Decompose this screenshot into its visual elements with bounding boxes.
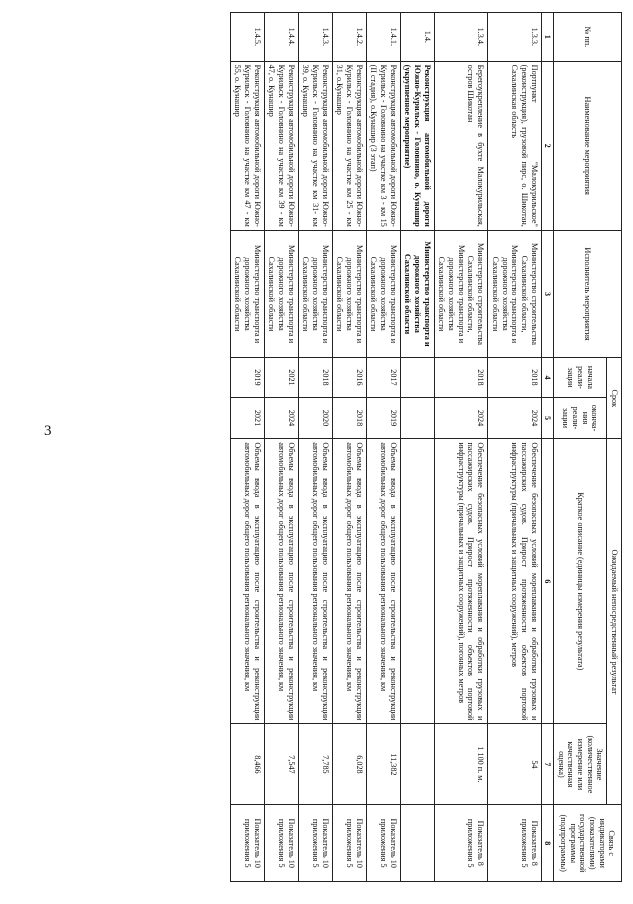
table-body <box>230 13 541 882</box>
header-executor: Исполнитель мероприятия <box>553 230 621 357</box>
executor-cell: Министерство транспорта и дорожного хозяйства Сахалинской области <box>332 230 366 357</box>
result-description-cell: Обеспечение безопасных условий мореплавания и обработки грузовых и пассажирских судов. Прирост протяженности объектов портовой инфраструктуры (причальных и защитных сооружений), метров <box>488 439 541 724</box>
rotated-table-sheet <box>74 12 622 882</box>
result-value-cell <box>400 724 434 805</box>
executor-cell: Министерство транспорта и дорожного хозяйства Сахалинской области <box>298 230 332 357</box>
table-row <box>488 13 541 882</box>
start-year-cell <box>400 358 434 397</box>
indicator-link-cell: Показатель 10 приложения 5 <box>366 805 400 882</box>
start-year-cell: 2017 <box>366 358 400 397</box>
row-number-cell: 1.4.5. <box>230 13 264 62</box>
indicator-link-cell: Показатель 10 приложения 5 <box>298 805 332 882</box>
col-number: 7 <box>541 724 553 805</box>
end-year-cell: 2024 <box>434 397 487 439</box>
table-row <box>366 13 400 882</box>
result-value-cell: 8,466 <box>230 724 264 805</box>
end-year-cell: 2018 <box>332 397 366 439</box>
table-row <box>400 13 434 882</box>
measure-name-cell: Реконструкция автомобильной дороги Южно-Курильск - Головнино, о. Кунашир (укрупненное мероприятие) <box>400 61 434 230</box>
header-term: Срок <box>607 358 622 439</box>
col-number: 1 <box>541 13 553 62</box>
indicator-link-cell: Показатель 8 приложения 5 <box>434 805 487 882</box>
column-number-row <box>541 13 553 882</box>
col-number: 2 <box>541 61 553 230</box>
executor-cell: Министерство строительства Сахалинской области, Министерство транспорта и дорожного хозяйства Сахалинской области <box>488 230 541 357</box>
end-year-cell <box>400 397 434 439</box>
end-year-cell: 2024 <box>488 397 541 439</box>
end-year-cell: 2021 <box>230 397 264 439</box>
executor-cell: Министерство транспорта и дорожного хозяйства Сахалинской области <box>264 230 298 357</box>
col-number: 5 <box>541 397 553 439</box>
table-header <box>541 13 621 882</box>
result-value-cell: 11,382 <box>366 724 400 805</box>
row-number-cell: 1.4.2. <box>332 13 366 62</box>
header-name: Наименование мероприятия <box>553 61 621 230</box>
header-desc: Краткое описание (единицы измерения результата) <box>553 439 606 724</box>
indicator-link-cell <box>400 805 434 882</box>
row-number-cell: 1.4.1. <box>366 13 400 62</box>
program-measures-table <box>230 12 622 882</box>
executor-cell: Министерство транспорта и дорожного хозяйства Сахалинской области <box>366 230 400 357</box>
header-start: начала реали-зации <box>553 358 606 397</box>
result-description-cell: Обеспечение безопасных условий мореплавания и обработки грузовых и пассажирских судов. Прирост протяженности объектов портовой инфраструктуры (причальных и защитных сооружений), погонных метров <box>434 439 487 724</box>
row-number-cell: 1.4.3. <box>298 13 332 62</box>
executor-cell: Министерство транспорта и дорожного хозяйства Сахалинской области <box>230 230 264 357</box>
start-year-cell: 2018 <box>298 358 332 397</box>
executor-cell: Министерство строительства Сахалинской области, Министерство транспорта и дорожного хозяйства Сахалинской области <box>434 230 487 357</box>
indicator-link-cell: Показатель 10 приложения 5 <box>230 805 264 882</box>
measure-name-cell: Реконструкция автомобильной дороги Южно-Курильск - Головнино на участке км 39 - км 47, о. Кунашир <box>264 61 298 230</box>
result-description-cell: Объемы ввода в эксплуатацию после строительства и реконструкции автомобильных дорог общего пользования регионального значения, км <box>264 439 298 724</box>
measure-name-cell: Реконструкция автомобильной дороги Южно-Курильск - Головнино на участке км 25 - км 31, о.Кунашир <box>332 61 366 230</box>
measure-name-cell: Портпункт "Малокурильское" (реконструкция), грузовой пирс, о. Шикотан, Сахалинская область <box>488 61 541 230</box>
start-year-cell: 2019 <box>230 358 264 397</box>
start-year-cell: 2018 <box>488 358 541 397</box>
row-number-cell: 1.3.4. <box>434 13 487 62</box>
table-row <box>264 13 298 882</box>
col-number: 8 <box>541 805 553 882</box>
col-number: 4 <box>541 358 553 397</box>
row-number-cell: 1.3.3. <box>488 13 541 62</box>
header-end: оконча-ния реали-зации <box>553 397 606 439</box>
row-number-cell: 1.4.4. <box>264 13 298 62</box>
indicator-link-cell: Показатель 8 приложения 5 <box>488 805 541 882</box>
end-year-cell: 2024 <box>264 397 298 439</box>
start-year-cell: 2018 <box>434 358 487 397</box>
table-row <box>332 13 366 882</box>
result-value-cell: 1 100 п. м. <box>434 724 487 805</box>
measure-name-cell: Берегоукрепление в бухте Малокурильская, остров Шикотан <box>434 61 487 230</box>
end-year-cell: 2019 <box>366 397 400 439</box>
result-value-cell: 7,785 <box>298 724 332 805</box>
indicator-link-cell: Показатель 10 приложения 5 <box>264 805 298 882</box>
header-result: Ожидаемый непосредственный результат <box>607 439 622 805</box>
executor-cell: Министерство транспорта и дорожного хозяйства Сахалинской области <box>400 230 434 357</box>
start-year-cell: 2016 <box>332 358 366 397</box>
end-year-cell: 2020 <box>298 397 332 439</box>
header-value: Значение (количественное измерение или качественная оценка) <box>553 724 606 805</box>
page-number: 3 <box>44 423 52 439</box>
measure-name-cell: Реконструкция автомобильной дороги Южно-Курильск - Головнино на участке км 31- км 39, о. Кунашир <box>298 61 332 230</box>
measure-name-cell: Реконструкция автомобильной дороги Южно-Курильск - Головнино на участке км 47 - км 55, о. Кунашир <box>230 61 264 230</box>
measure-name-cell: Реконструкция автомобильной дороги Южно-Курильск - Головнино на участке км 3 - км 15 (II стадия), о.Кунашир (3 этап) <box>366 61 400 230</box>
table-row <box>298 13 332 882</box>
table-row <box>434 13 487 882</box>
start-year-cell: 2021 <box>264 358 298 397</box>
col-number: 3 <box>541 230 553 357</box>
result-value-cell: 7,547 <box>264 724 298 805</box>
result-description-cell: Объемы ввода в эксплуатацию после строительства и реконструкции автомобильных дорог общего пользования регионального значения, км <box>298 439 332 724</box>
header-no: № пп. <box>553 13 621 62</box>
row-number-cell: 1.4. <box>400 13 434 62</box>
result-description-cell: Объемы ввода в эксплуатацию после строительства и реконструкции автомобильных дорог общего пользования регионального значения, км <box>332 439 366 724</box>
result-description-cell: Объемы ввода в эксплуатацию после строительства и реконструкции автомобильных дорог общего пользования регионального значения, км <box>230 439 264 724</box>
indicator-link-cell: Показатель 10 приложения 5 <box>332 805 366 882</box>
result-description-cell: Объемы ввода в эксплуатацию после строительства и реконструкции автомобильных дорог общего пользования регионального значения, км <box>366 439 400 724</box>
result-description-cell <box>400 439 434 724</box>
result-value-cell: 54 <box>488 724 541 805</box>
col-number: 6 <box>541 439 553 724</box>
header-link: Связь с индикаторами (показателями) государственной программы (подпрограммы) <box>553 805 621 882</box>
result-value-cell: 6,028 <box>332 724 366 805</box>
table-row <box>230 13 264 882</box>
